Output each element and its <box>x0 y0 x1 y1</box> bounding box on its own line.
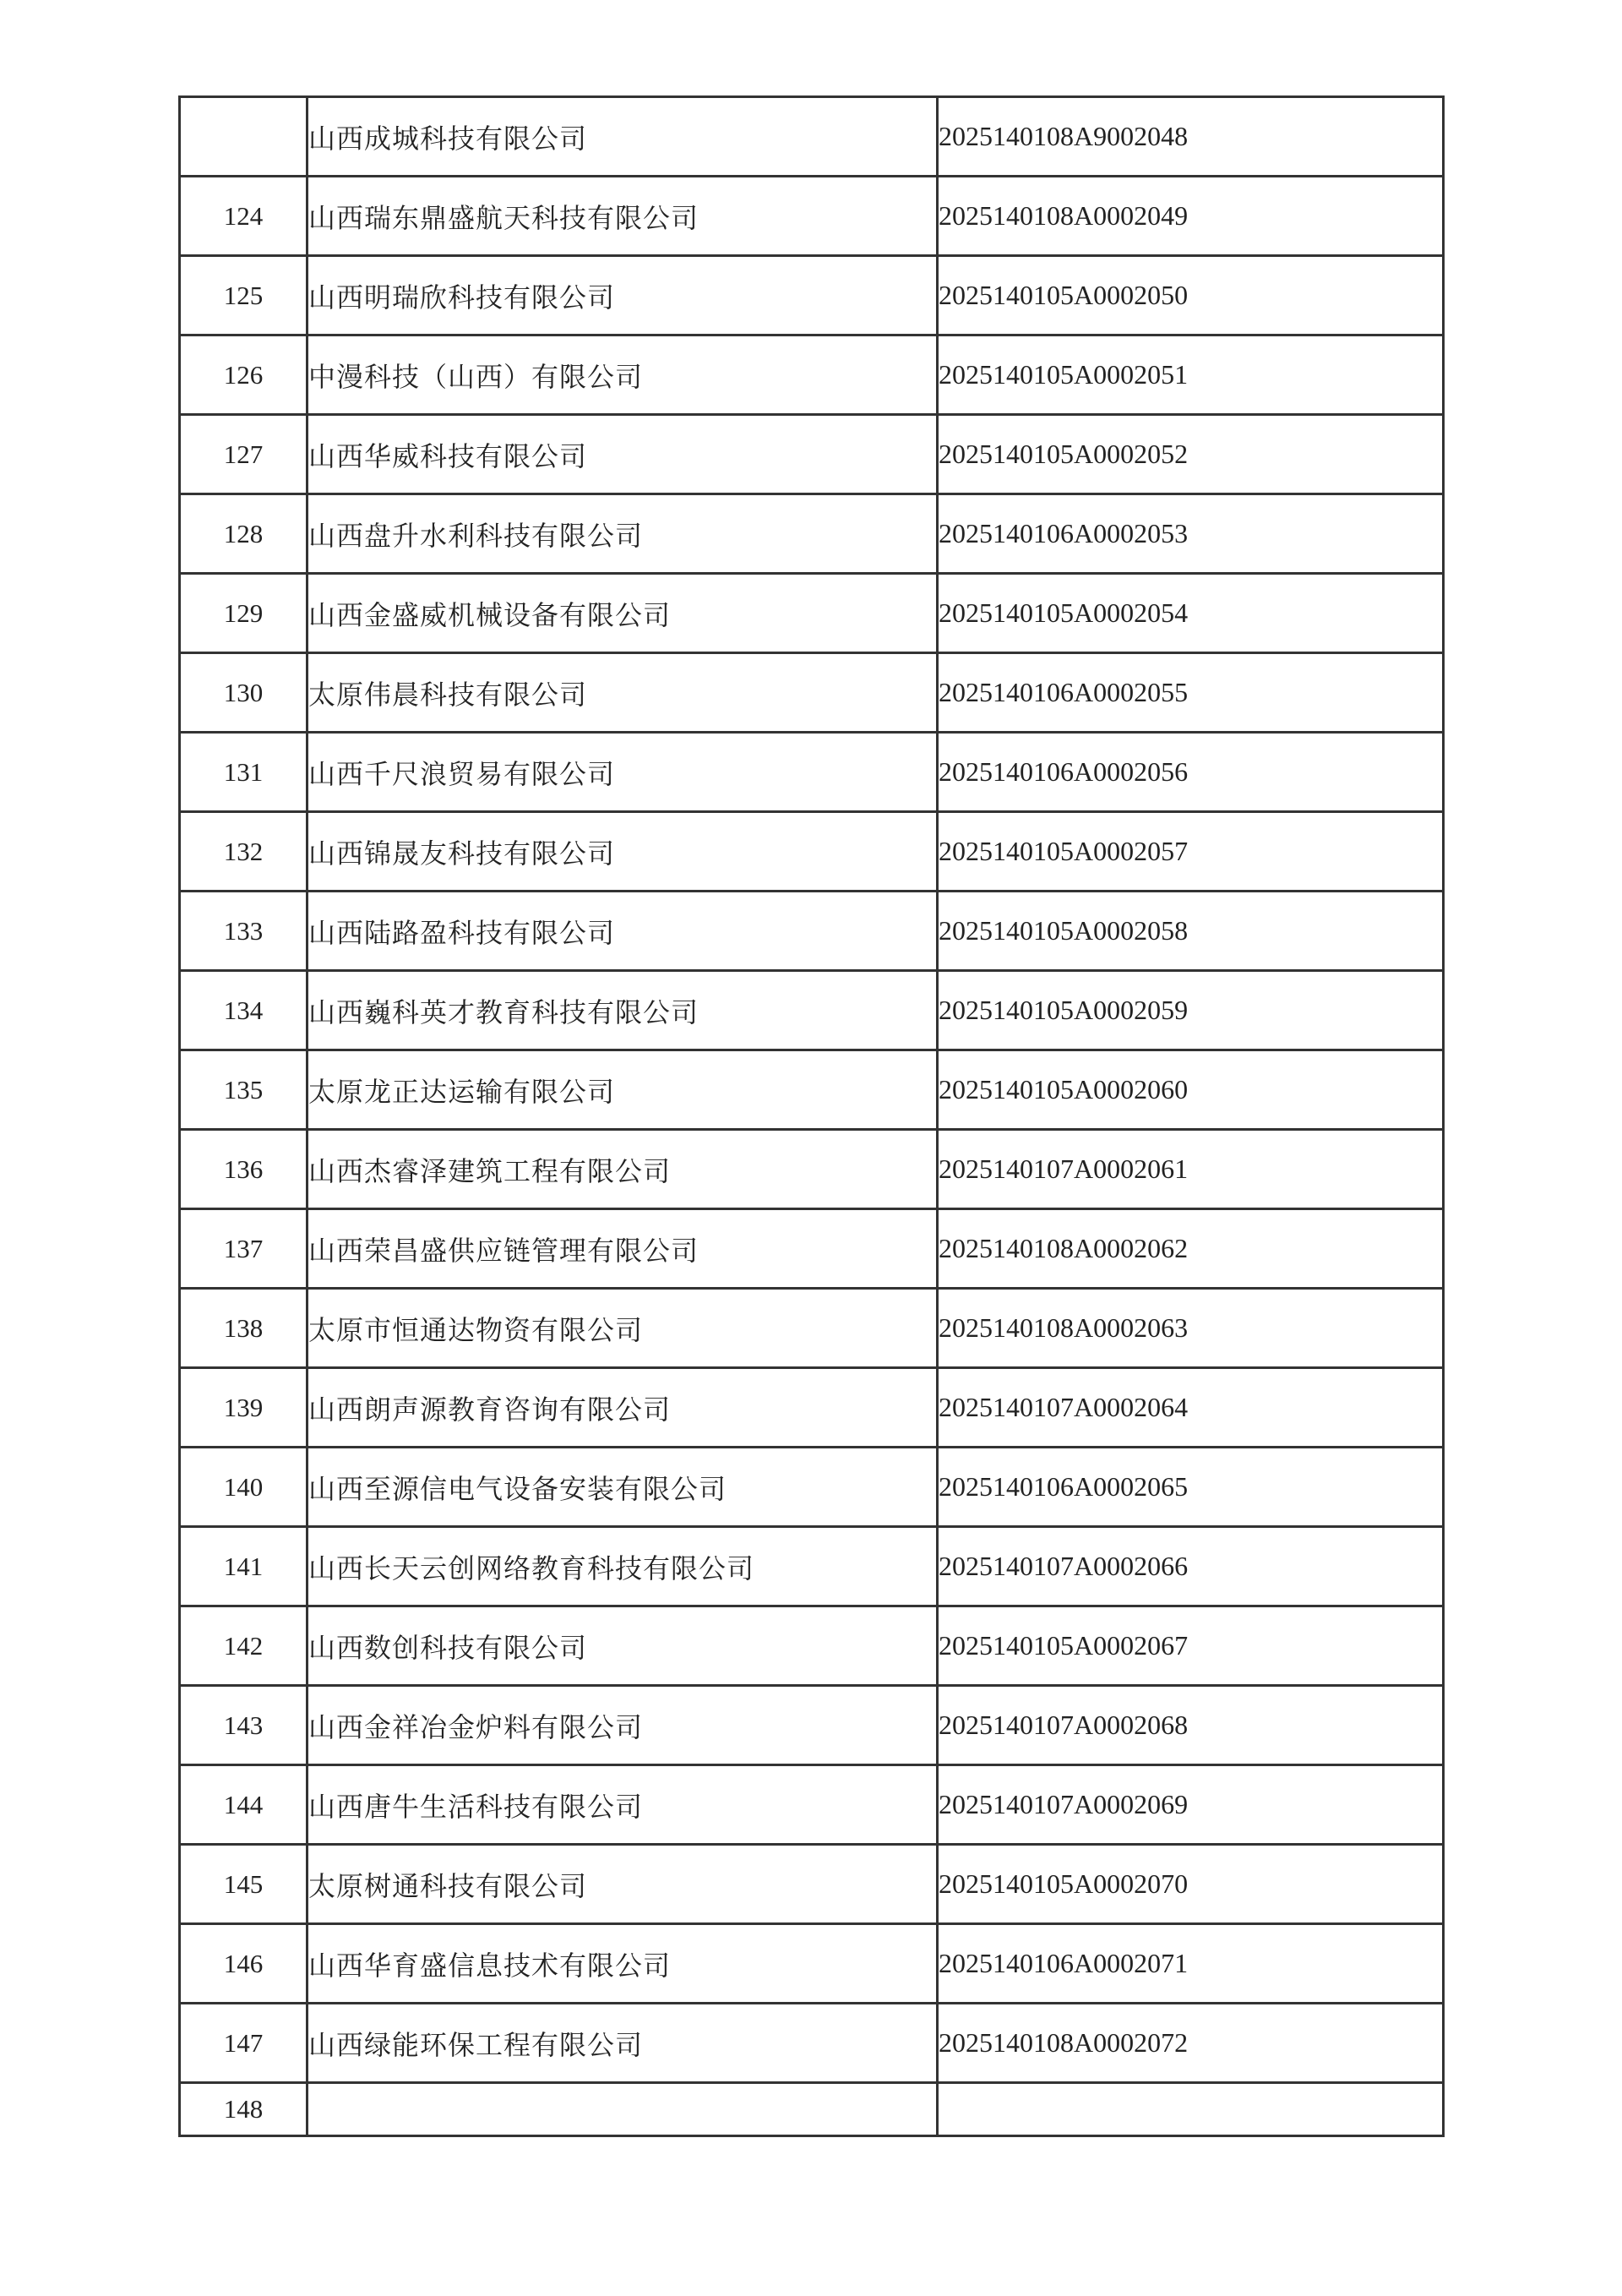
company-name: 山西陆路盈科技有限公司 <box>308 892 938 971</box>
row-number: 125 <box>180 256 308 335</box>
row-number: 131 <box>180 733 308 812</box>
registration-code: 2025140105A0002058 <box>938 892 1444 971</box>
company-name: 中漫科技（山西）有限公司 <box>308 335 938 415</box>
row-number: 148 <box>180 2083 308 2136</box>
row-number: 132 <box>180 812 308 892</box>
registration-code: 2025140105A0002054 <box>938 574 1444 653</box>
company-name: 太原树通科技有限公司 <box>308 1845 938 1924</box>
company-name: 太原龙正达运输有限公司 <box>308 1050 938 1130</box>
table-row <box>180 2004 1444 2083</box>
table-row <box>180 1448 1444 1527</box>
row-number: 130 <box>180 653 308 733</box>
table-row <box>180 1686 1444 1765</box>
table-row <box>180 2083 1444 2136</box>
company-name: 山西长天云创网络教育科技有限公司 <box>308 1527 938 1606</box>
registration-code: 2025140106A0002053 <box>938 494 1444 574</box>
company-list-table <box>178 95 1445 2137</box>
company-name: 山西金盛威机械设备有限公司 <box>308 574 938 653</box>
registration-code: 2025140105A0002059 <box>938 971 1444 1050</box>
row-number: 138 <box>180 1289 308 1368</box>
row-number: 129 <box>180 574 308 653</box>
company-name <box>308 2083 938 2136</box>
table-row <box>180 1130 1444 1209</box>
registration-code: 2025140106A0002056 <box>938 733 1444 812</box>
table-row <box>180 1050 1444 1130</box>
table-row <box>180 1606 1444 1686</box>
table-row <box>180 177 1444 256</box>
registration-code: 2025140105A0002050 <box>938 256 1444 335</box>
registration-code: 2025140108A0002063 <box>938 1289 1444 1368</box>
registration-code: 2025140108A0002062 <box>938 1209 1444 1289</box>
registration-code: 2025140105A0002070 <box>938 1845 1444 1924</box>
company-name: 山西锦晟友科技有限公司 <box>308 812 938 892</box>
row-number: 139 <box>180 1368 308 1448</box>
table-row <box>180 335 1444 415</box>
row-number <box>180 97 308 177</box>
table-row <box>180 653 1444 733</box>
table-row <box>180 574 1444 653</box>
row-number: 124 <box>180 177 308 256</box>
table-row <box>180 256 1444 335</box>
registration-code: 2025140108A0002072 <box>938 2004 1444 2083</box>
table-row <box>180 1527 1444 1606</box>
row-number: 143 <box>180 1686 308 1765</box>
company-name: 山西盘升水利科技有限公司 <box>308 494 938 574</box>
table-row <box>180 1368 1444 1448</box>
table-row <box>180 1765 1444 1845</box>
table-row <box>180 1209 1444 1289</box>
company-name: 山西绿能环保工程有限公司 <box>308 2004 938 2083</box>
row-number: 140 <box>180 1448 308 1527</box>
company-name: 山西唐牛生活科技有限公司 <box>308 1765 938 1845</box>
company-name: 太原伟晨科技有限公司 <box>308 653 938 733</box>
company-name: 山西千尺浪贸易有限公司 <box>308 733 938 812</box>
row-number: 144 <box>180 1765 308 1845</box>
row-number: 141 <box>180 1527 308 1606</box>
table-row <box>180 415 1444 494</box>
table-row <box>180 1924 1444 2004</box>
company-name: 山西数创科技有限公司 <box>308 1606 938 1686</box>
registration-code: 2025140108A9002048 <box>938 97 1444 177</box>
registration-code: 2025140106A0002065 <box>938 1448 1444 1527</box>
registration-code: 2025140106A0002071 <box>938 1924 1444 2004</box>
company-name: 山西巍科英才教育科技有限公司 <box>308 971 938 1050</box>
company-name: 山西明瑞欣科技有限公司 <box>308 256 938 335</box>
table-row <box>180 733 1444 812</box>
registration-code: 2025140107A0002061 <box>938 1130 1444 1209</box>
table-row <box>180 97 1444 177</box>
row-number: 136 <box>180 1130 308 1209</box>
row-number: 147 <box>180 2004 308 2083</box>
registration-code: 2025140107A0002068 <box>938 1686 1444 1765</box>
row-number: 146 <box>180 1924 308 2004</box>
row-number: 126 <box>180 335 308 415</box>
registration-code: 2025140105A0002067 <box>938 1606 1444 1686</box>
row-number: 133 <box>180 892 308 971</box>
registration-code <box>938 2083 1444 2136</box>
registration-code: 2025140105A0002052 <box>938 415 1444 494</box>
row-number: 142 <box>180 1606 308 1686</box>
table-row <box>180 971 1444 1050</box>
table-row <box>180 812 1444 892</box>
company-name: 山西朗声源教育咨询有限公司 <box>308 1368 938 1448</box>
registration-code: 2025140105A0002051 <box>938 335 1444 415</box>
company-name: 太原市恒通达物资有限公司 <box>308 1289 938 1368</box>
company-name: 山西华育盛信息技术有限公司 <box>308 1924 938 2004</box>
company-name: 山西成城科技有限公司 <box>308 97 938 177</box>
table-row <box>180 1845 1444 1924</box>
registration-code: 2025140107A0002069 <box>938 1765 1444 1845</box>
company-name: 山西金祥冶金炉料有限公司 <box>308 1686 938 1765</box>
registration-code: 2025140107A0002064 <box>938 1368 1444 1448</box>
registration-code: 2025140105A0002060 <box>938 1050 1444 1130</box>
table-body <box>180 97 1444 2136</box>
row-number: 137 <box>180 1209 308 1289</box>
table-row <box>180 494 1444 574</box>
row-number: 127 <box>180 415 308 494</box>
row-number: 128 <box>180 494 308 574</box>
row-number: 135 <box>180 1050 308 1130</box>
company-name: 山西荣昌盛供应链管理有限公司 <box>308 1209 938 1289</box>
table-row <box>180 1289 1444 1368</box>
row-number: 145 <box>180 1845 308 1924</box>
registration-code: 2025140108A0002049 <box>938 177 1444 256</box>
company-name: 山西至源信电气设备安装有限公司 <box>308 1448 938 1527</box>
company-name: 山西瑞东鼎盛航天科技有限公司 <box>308 177 938 256</box>
table-row <box>180 892 1444 971</box>
company-name: 山西杰睿泽建筑工程有限公司 <box>308 1130 938 1209</box>
registration-code: 2025140107A0002066 <box>938 1527 1444 1606</box>
registration-code: 2025140105A0002057 <box>938 812 1444 892</box>
row-number: 134 <box>180 971 308 1050</box>
company-name: 山西华威科技有限公司 <box>308 415 938 494</box>
registration-code: 2025140106A0002055 <box>938 653 1444 733</box>
